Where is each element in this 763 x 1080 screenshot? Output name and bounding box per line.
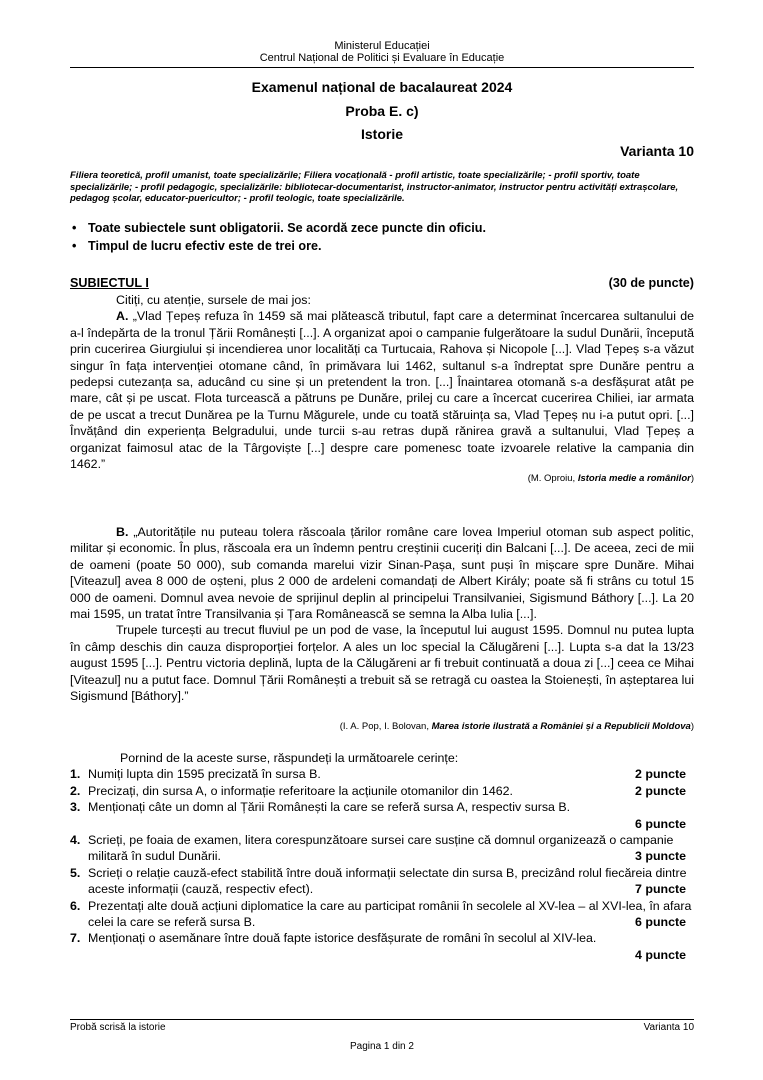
page-footer xyxy=(70,1019,694,1033)
question-item: 2. Precizați, din sursa A, o informație referitoare la acțiunile otomanilor din 1462. 2 puncte xyxy=(70,783,686,798)
footer-right: Varianta 10 xyxy=(643,1022,694,1033)
source-b-label: B. xyxy=(116,525,129,539)
exam-proba: Proba E. c) xyxy=(345,103,419,119)
question-item: 5. Scrieți o relație cauză-efect stabilită între două informații selectate din sursa B, precizând rolul fiecăreia dintre aceste informații (cauză, respectiv efect). 7 puncte xyxy=(70,865,687,897)
subject-heading xyxy=(70,276,694,290)
exam-variant: Varianta 10 xyxy=(620,143,694,159)
questions-block xyxy=(70,750,694,963)
question-points: 6 puncte xyxy=(635,816,686,831)
subject-title: SUBIECTUL I xyxy=(70,276,149,290)
exam-subject: Istorie xyxy=(360,126,403,142)
footer-left: Probă scrisă la istorie xyxy=(70,1022,166,1033)
source-a-block xyxy=(70,292,694,472)
page-number: Pagina 1 din 2 xyxy=(350,1041,414,1052)
question-item: 4. Scrieți, pe foaia de examen, litera corespunzătoare sursei care susține că domnul organizează o campanie militară în sudul Dunării. 3 puncte xyxy=(70,833,686,864)
question-points: 3 puncte xyxy=(635,849,686,864)
filiera-text: Filiera teoretică, profil umanist, toate specializările; Filiera vocațională - profil artistic, toate specializările; - profil sportiv, toate specializările; - profil pedagogic, specializările: bibliotecar-documentarist, instructor-animator, instructor pentru activități extrașcolare, pedagog școlar, educator-puericultor; - profil teologic, toate specializările. xyxy=(70,170,679,204)
questions-instruction: Pornind de la aceste surse, răspundeți la următoarele cerințe: xyxy=(120,751,459,765)
question-points: 2 puncte xyxy=(635,783,686,798)
exam-rules xyxy=(70,219,694,255)
question-item: 3. Menționați câte un domn al Țării Românești la care se referă sursa A, respectiv sursa B. 6 puncte xyxy=(70,800,686,831)
source-b-paragraph: Trupele turcești au trecut fluviul pe un pod de vase, la începutul lui august 1595. Domnul nu putea lupta în câmp deschis din cauza disproporției forțelor. A ales un loc special la Călugăreni [...]. Lupta s-a dat la 13/23 august 1595 [...]. Pentru victoria deplină, lupta de la Călugăreni ar fi trebuit continuată a doua zi [...] ceea ce Mihai [Viteazul] nu a putut face. Domnul Țării Românești a trebuit să se retragă cu oastea la Stoienești, în așteptarea lui Sigismund [Báthory].” xyxy=(70,623,694,704)
source-a-citation: (M. Oproiu, Istoria medie a românilor) xyxy=(527,473,694,484)
question-points: 2 puncte xyxy=(635,767,686,782)
source-b-paragraph: B. „Autoritățile nu puteau tolera răscoala țărilor române care lovea Imperiul otoman sub aspect politic, militar și economic. În plus, răscoala era un îndemn pentru creștinii cuceriți din Balcani [...]. De aceea, zeci de mii de oameni (poate 50 000), sub comanda marelui vizir Sinan-Pașa, sunt puși în mișcare spre Dunăre. Mihai [Viteazul] avea 8 000 de oșteni, plus 2 000 de ardeleni comandați de Albert Király; poate să fi strâns cu totul 15 000 de oameni. Domnul avea nevoie de sprijinul deplin al principelui Transilvaniei, Sigismund Báthory [...]. La 20 mai 1595, un tratat între Transilvania și Țara Românească se semna la Alba Iulia [...]. xyxy=(70,525,694,622)
question-item: 6. Prezentați alte două acțiuni diplomatice la care au participat românii în secolele al XV-lea – al XVI-lea, în afara celei la care se referă sursa B. 6 puncte xyxy=(70,898,692,930)
intro-text: Citiți, cu atenție, sursele de mai jos: xyxy=(116,293,311,307)
exam-title: Examenul național de bacalaureat 2024 xyxy=(251,79,513,95)
question-points: 7 puncte xyxy=(635,882,686,897)
source-a-text: A. „Vlad Țepeș refuza în 1459 să mai plătească tributul, fapt care a determinat încercarea sultanului de a-l îndepărta de la tronul Țării Românești [...]. A organizat apoi o campanie fulgerătoare la sudul Dunării, începută prin cucerirea Giurgiului și incendierea unor localități ca Turtucaia, Rahova și Nicopole [...]. Vlad Țepeș s-a văzut singur în fața intervenției otomane când, în primăvara lui 1462, sultanul s-a îndreptat spre Dunăre pentru a pedepsi cutezanța sa, aducând cu sine și un pretendent la tron. [...] Înaintarea otomană s-a desfășurat atât pe mare, cât și pe uscat. Flota turcească a pătruns pe Dunăre, prilej cu care a încercat cucerirea Chiliei, iar armata de pe uscat a trecut Dunărea pe la Turnu Măgurele, unde cu toată stăruința sa, Vlad Țepeș nu i-a putut opri. [...] Învățând din experiența Belgradului, unde turcii s-au retras după rănirea gravă a sultanului, Vlad Țepeș a organizat faimosul atac de la Târgoviște [...] despre care pomenesc toate izvoarele relative la campania din 1462.” xyxy=(70,309,694,472)
ministry-name: Ministerul Educației xyxy=(334,40,430,52)
source-a-label: A. xyxy=(116,309,129,324)
subject-points: (30 de puncte) xyxy=(608,276,694,290)
question-item: 7. Menționați o asemănare între două fapte istorice desfășurate de români în secolul al XIV-lea. 4 puncte xyxy=(70,931,686,962)
center-name: Centrul Național de Politici și Evaluare în Educație xyxy=(70,52,694,68)
question-item: 1. Numiți lupta din 1595 precizată în sursa B. 2 puncte xyxy=(70,767,686,782)
source-b-block xyxy=(70,524,694,704)
rule-item: • Timpul de lucru efectiv este de trei ore. xyxy=(70,237,694,255)
rule-item: • Toate subiectele sunt obligatorii. Se acordă zece puncte din oficiu. xyxy=(70,219,694,237)
question-points: 4 puncte xyxy=(635,947,686,962)
question-points: 6 puncte xyxy=(635,915,686,930)
source-b-citation: (I. A. Pop, I. Bolovan, Marea istorie ilustrată a României și a Republicii Moldova) xyxy=(339,721,694,732)
